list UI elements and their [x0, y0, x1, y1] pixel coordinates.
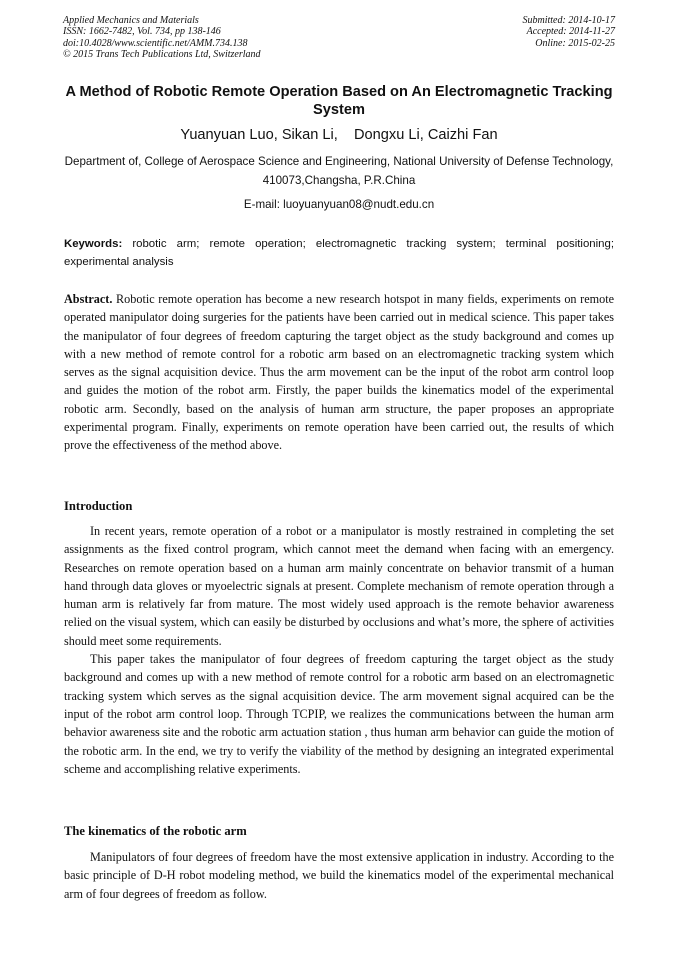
keywords-label: Keywords: [64, 238, 123, 250]
accepted-date: Accepted: 2014-11-27 [526, 26, 615, 38]
doi-line: doi:10.4028/www.scientific.net/AMM.734.138 [63, 37, 248, 49]
introduction-body [64, 522, 614, 778]
journal-info [63, 15, 261, 60]
keywords-text: robotic arm; remote operation; electromagnetic tracking system; terminal positioning; experimental analysis [64, 238, 614, 268]
keywords-section [64, 235, 614, 271]
kinematics-body [64, 848, 614, 903]
copyright-line: © 2015 Trans Tech Publications Ltd, Switzerland [63, 48, 261, 60]
kinematics-heading: The kinematics of the robotic arm [64, 824, 247, 838]
introduction-paragraph-2: This paper takes the manipulator of four degrees of freedom capturing the target object as the study background and comes up with a new method of remote control for a robotic arm based on an electromagnetic tracking system which serves as the signal acquisition device. The arm movement signal acquired can be the input of the robot arm control loop. Through TCPIP, we realizes the communications between the human arm behavior awareness site and the robotic arm actuation station , thus human arm behavior can guide the motion of the robotic arm. In the end, we try to verify the viability of the method by designing an integrated experimental scheme and accomplishing relative experiments. [64, 652, 614, 776]
journal-name: Applied Mechanics and Materials [63, 15, 199, 26]
kinematics-paragraph-1: Manipulators of four degrees of freedom have the most extensive application in industry. According to the basic principle of D-H robot modeling method, we build the kinematics model of the experimental mechanical arm of four degrees of freedom as follow. [64, 850, 614, 901]
affiliation: Department of, College of Aerospace Science and Engineering, National University of Defense Technology, 410073,Changsha, P.R.China [64, 155, 614, 187]
issn-line: ISSN: 1662-7482, Vol. 734, pp 138-146 [63, 26, 221, 38]
contact-email: E-mail: luoyuanyuan08@nudt.edu.cn [243, 198, 435, 211]
abstract-text: Robotic remote operation has become a new research hotspot in many fields, experiments on remote operated manipulator doing surgeries for the patients have been carried out in medical science. This paper takes the manipulator of four degrees of freedom capturing the target object as the study background and comes up with a new method of remote control for a robotic arm based on an electromagnetic tracking system which serves as the signal acquisition device. Thus the arm movement can be the input of the robot arm control loop and guides the motion of the robot arm. Firstly, the paper builds the kinematics model of the experimental robotic arm. Secondly, based on the analysis of human arm structure, the paper proposes an appropriate experimental program. Finally, experiments on remote operation have been carried out, the results of which prove the effectiveness of the method above. [64, 292, 614, 453]
introduction-paragraph-1: In recent years, remote operation of a robot or a manipulator is mostly restrained in completing the set assignments as the fixed control program, which cannot meet the demand when facing with an emergency. Researches on remote operation based on a human arm mainly concentrate on behavior transmit of a human hand through data gloves or myoelectric signals at present. Complete mechanism of remote operation through a human arm is relatively far from mature. The most widely used approach is the remote behavior awareness relied on the visual system, which can easily be disturbed by occlusions and what’s more, the sphere of activities should meet some requirements. [64, 524, 614, 648]
paper-title: A Method of Robotic Remote Operation Based on An Electromagnetic Tracking System [65, 84, 613, 118]
submission-dates [523, 15, 616, 49]
author-list: Yuanyuan Luo, Sikan Li, Dongxu Li, Caizhi Fan [180, 127, 498, 143]
abstract-label: Abstract. [64, 292, 113, 306]
abstract-section [64, 290, 614, 455]
submitted-date: Submitted: 2014-10-17 [522, 15, 615, 26]
online-date: Online: 2015-02-25 [535, 37, 615, 49]
introduction-heading: Introduction [64, 499, 133, 513]
